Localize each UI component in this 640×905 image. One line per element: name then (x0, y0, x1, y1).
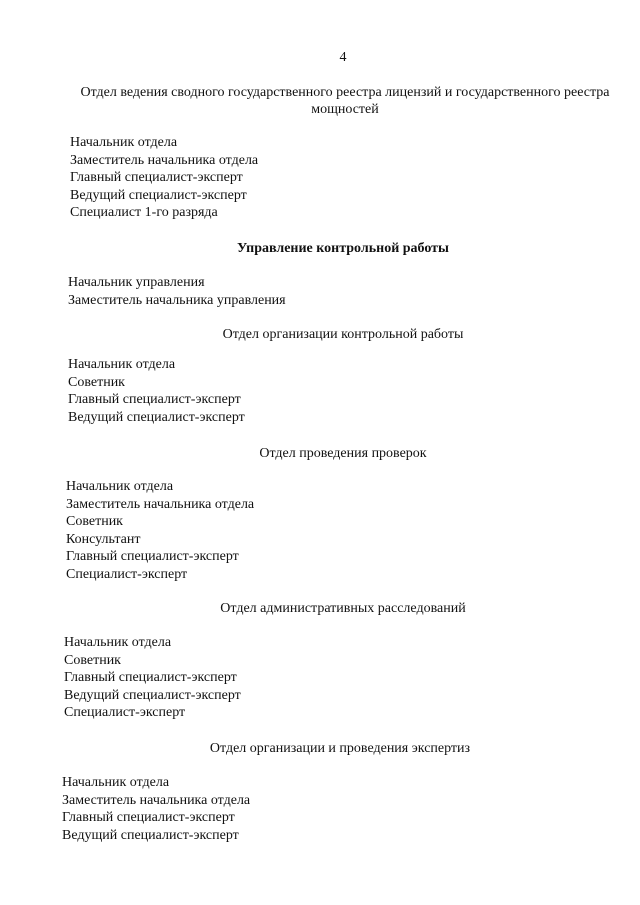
position-item: Начальник управления (68, 275, 205, 290)
position-item: Заместитель начальника отдела (70, 152, 259, 168)
section-heading: Отдел организации и проведения экспертиз (209, 741, 471, 756)
position-item: Начальник отдела (70, 135, 178, 150)
position-item: Ведущий специалист-эксперт (64, 687, 241, 703)
department-heading: Управление контрольной работы (237, 241, 449, 256)
position-item: Главный специалист-эксперт (70, 170, 243, 186)
page-number: 4 (339, 50, 347, 65)
position-item: Заместитель начальника отдела (62, 792, 251, 808)
position-item: Главный специалист-эксперт (68, 392, 241, 408)
position-item: Советник (68, 374, 125, 390)
section-heading: Отдел организации контрольной работы (222, 327, 464, 342)
position-item: Заместитель начальника отдела (66, 496, 255, 512)
position-list (64, 634, 241, 722)
position-item: Ведущий специалист-эксперт (62, 827, 239, 843)
position-item: Специалист-эксперт (66, 566, 188, 582)
position-item: Ведущий специалист-эксперт (70, 187, 247, 203)
position-item: Начальник отдела (62, 775, 170, 790)
position-list (68, 274, 286, 309)
position-item: Главный специалист-эксперт (64, 670, 237, 686)
position-item: Ведущий специалист-эксперт (68, 409, 245, 425)
position-item: Начальник отдела (66, 479, 174, 494)
position-item: Специалист-эксперт (64, 705, 186, 721)
position-item: Специалист 1-го разряда (70, 205, 218, 221)
position-list (68, 356, 245, 426)
section-heading: Отдел ведения сводного государственного реестра лицензий и государственного реестра мощностей (80, 85, 610, 117)
position-item: Главный специалист-эксперт (66, 549, 239, 565)
section-heading: Отдел административных расследований (220, 601, 466, 616)
position-item: Заместитель начальника управления (68, 292, 286, 308)
position-item: Советник (66, 514, 123, 530)
position-item: Советник (64, 652, 121, 668)
position-item: Главный специалист-эксперт (62, 810, 235, 826)
position-list (62, 774, 250, 844)
position-item: Начальник отдела (64, 635, 172, 650)
position-list (66, 478, 254, 584)
position-item: Начальник отдела (68, 357, 176, 372)
section-heading: Отдел проведения проверок (259, 446, 427, 461)
position-item: Консультант (66, 531, 141, 547)
position-list (70, 134, 258, 222)
